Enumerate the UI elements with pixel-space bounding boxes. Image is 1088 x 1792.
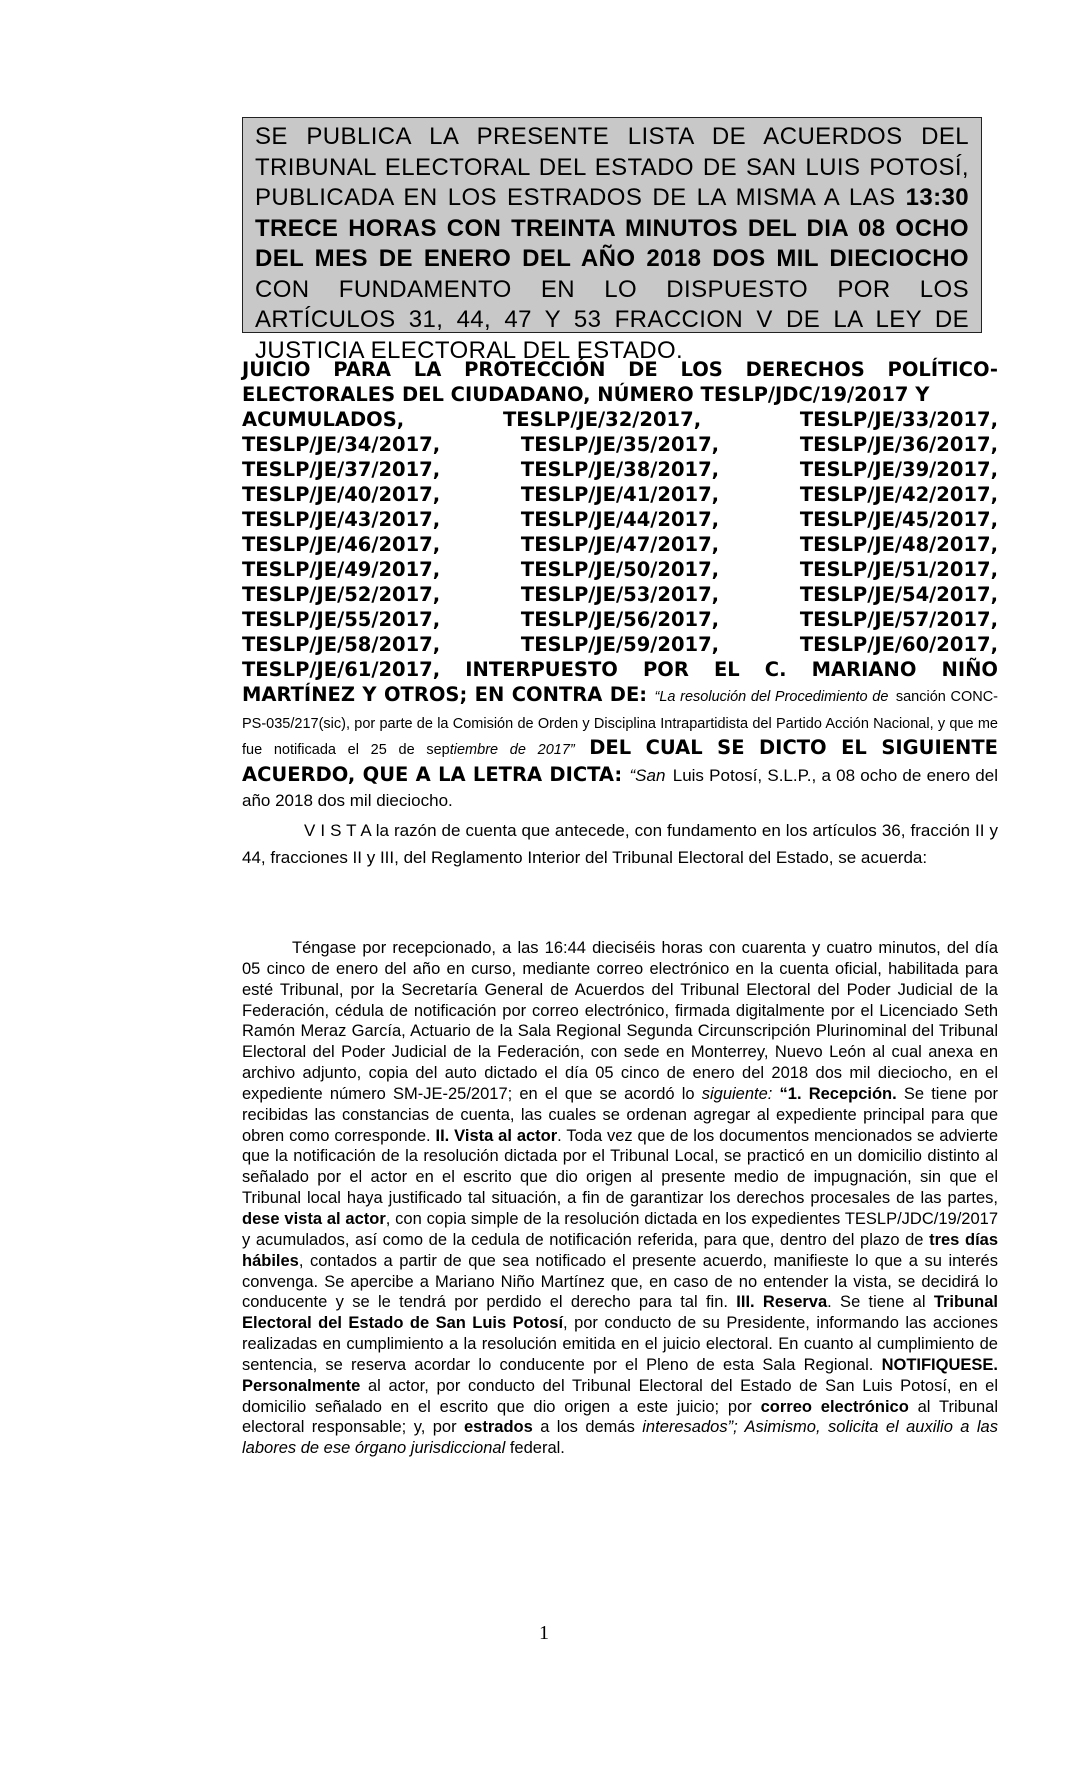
body-text: Se tiene por recibidas las constancias de cuenta, las cuales se ordenan agregar al expediente principal para que obren como corresponde. [242,1084,999,1145]
quote-open: “San [629,765,666,785]
case-number: TESLP/JE/45/2017, [799,508,998,531]
section-vista-actor: II. Vista al actor [435,1126,558,1145]
body-bold: tres días hábiles [242,1230,998,1270]
body-bold: dese vista al actor [242,1209,386,1228]
contested-resolution-quote-end: tiembre de 2017” [449,742,575,758]
body-text: federal. [505,1439,565,1458]
case-subject [242,682,998,812]
body-text: , por conducto de su Presidente, informando las acciones realizadas en cumplimiento a la resolución emitida en el juicio electoral. En cuanto al cumplimiento de sentencia, se reserva acordar lo conducente por el Pleno de esta Sala Regional. [242,1314,998,1374]
case-number: TESLP/JE/38/2017, [520,458,720,481]
place-date: Luis Potosí, S.L.P., a 08 ocho de enero del año 2018 dos mil dieciocho. [242,765,998,810]
notice-date-time: 13:30 TRECE HORAS CON TREINTA MINUTOS DEL DIA 08 OCHO DEL MES DE ENERO DEL AÑO 2018 DOS MIL DIECIOCHO [255,184,969,272]
publication-notice-box [242,117,982,364]
body-text: , contados a partir de que sea notificado el presente acuerdo, manifieste lo que a su interés convenga. Se apercibe a Mariano Niño Martínez que, en caso de no entender la vista, se decidirá lo conducente y se le tendrá por perdido el derecho para tal fin. [242,1251,998,1312]
case-title: JUICIO PARA LA PROTECCIÓN DE LOS DERECHOS POLÍTICO-ELECTORALES DEL CIUDADANO, NÚMERO TESLP/JDC/19/2017 Y [242,358,998,406]
body-italic: siguiente: [701,1084,773,1103]
acumulados-label: ACUMULADOS, [242,408,405,431]
case-number: TESLP/JE/44/2017, [520,508,720,531]
body-text: . Toda vez que de los documentos mencionados se advierte que la notificación de la resolución dictada por el Tribunal Local, se practicó en un domicilio distinto al señalado por el actor en el escrito que dio origen al presente medio de impugnación, sin que el Tribunal local haya justificado tal situación, a fin de garantizar los derechos procesales de las partes, [242,1126,998,1208]
parties-label: MARTÍNEZ Y OTROS; EN CONTRA DE: [242,683,655,706]
case-number: TESLP/JE/40/2017, [242,483,441,506]
body-text: a los demás [532,1418,643,1437]
body-text: al actor, por conducto del Tribunal Electoral del Estado de San Luis Potosí, en el domicilio señalado en el escrito que dio origen a este juicio; por [242,1376,998,1416]
case-row [242,532,998,557]
case-heading [242,357,998,812]
case-row [242,557,998,582]
contested-resolution-quote: “La resolución del Procedimiento de [654,689,889,705]
case-number: TESLP/JE/35/2017, [520,433,720,456]
body-text: . Se tiene al [827,1293,934,1312]
case-row [242,607,998,632]
body-italic: interesados”; Asimismo, solicita el auxilio a las labores de ese órgano jurisdiccional [242,1418,998,1458]
agreement-body [242,938,998,1459]
body-text: Téngase por recepcionado, a las 16:44 dieciséis horas con cuarenta y cuatro minutos, del día 05 cinco de enero del año en curso, mediante correo electrónico en la cuenta oficial, habilitada para esté Tribunal, por la Secretaría General de Acuerdos del Tribunal Electoral del Poder Judicial de la Federación, cédula de notificación por correo electrónico, firmada digitalmente por el Licenciado Seth Ramón Meraz García, Actuario de la Sala Regional Segunda Circunscripción Plurinominal del Tribunal Electoral del Poder Judicial de la Federación, con sede en Monterrey, Nuevo León al cual anexa en archivo adjunto, copia del auto dictado el día 05 cinco de enero del 2018 dos mil dieciocho, en el expediente número SM-JE-25/2017; en el que se acordó lo [242,939,998,1103]
agreement-intro: DEL CUAL SE DICTO EL SIGUIENTE ACUERDO, QUE A LA LETRA DICTA: [242,736,998,786]
case-number: TESLP/JE/33/2017, [799,408,998,431]
section-reserva: III. Reserva [736,1293,828,1312]
body-bold: NOTIFIQUESE. Personalmente [242,1355,998,1395]
case-row [242,632,998,657]
case-number: TESLP/JE/49/2017, [242,558,441,581]
notice-text-part2: CON FUNDAMENTO EN LO DISPUESTO POR LOS ARTÍCULOS 31, 44, 47 Y 53 FRACCION V DE LA LEY DE JUSTICIA ELECTORAL DEL ESTADO. [255,275,969,364]
section-recepcion: “1. Recepción. [772,1084,897,1103]
case-number: TESLP/JE/43/2017, [242,508,441,531]
body-bold: Tribunal Electoral del Estado de San Luis Potosí [242,1293,998,1333]
case-row [242,582,998,607]
case-number: TESLP/JE/41/2017, [520,483,720,506]
body-bold: correo electrónico [760,1397,909,1416]
case-number: TESLP/JE/50/2017, [520,558,720,581]
case-row-acumulados [242,407,998,432]
case-number: TESLP/JE/47/2017, [520,533,720,556]
case-number: TESLP/JE/46/2017, [242,533,441,556]
vista-text: V I S T A la razón de cuenta que antecede, con fundamento en los artículos 36, fracción II y 44, fracciones II y III, del Reglamento Interior del Tribunal Electoral del Estado, se acuerda: [242,821,998,867]
body-bold: estrados [464,1418,533,1437]
case-number: TESLP/JE/54/2017, [799,583,998,606]
case-number: TESLP/JE/52/2017, [242,583,441,606]
notice-text-part1: SE PUBLICA LA PRESENTE LISTA DE ACUERDOS DEL TRIBUNAL ELECTORAL DEL ESTADO DE SAN LUIS POTOSÍ, PUBLICADA EN LOS ESTRADOS DE LA MISMA A LAS [255,123,969,211]
vista-paragraph [242,817,998,871]
case-last-line: TESLP/JE/61/2017, INTERPUESTO POR EL C. MARIANO NIÑO [242,658,998,681]
case-row [242,432,998,457]
case-number: TESLP/JE/55/2017, [242,608,441,631]
body-text: , con copia simple de la resolución dictada en los expedientes TESLP/JDC/19/2017 y acumulados, así como de la cedula de notificación referida, para que, dentro del plazo de [242,1209,998,1249]
case-number: TESLP/JE/39/2017, [799,458,998,481]
case-number: TESLP/JE/60/2017, [799,633,998,656]
case-number: TESLP/JE/42/2017, [799,483,998,506]
case-number: TESLP/JE/56/2017, [520,608,720,631]
case-number: TESLP/JE/51/2017, [799,558,998,581]
contested-resolution-quote-cont: sanción CONC-PS-035/217(sic), por parte de la Comisión de Orden y Disciplina Intrapartidista del Partido Acción Nacional, y que me fue notificada el 25 de sep [242,689,999,758]
case-row [242,507,998,532]
case-row [242,457,998,482]
page-number: 1 [539,1622,549,1644]
case-number: TESLP/JE/37/2017, [242,458,441,481]
case-row [242,482,998,507]
case-number: TESLP/JE/53/2017, [520,583,720,606]
body-text: al Tribunal electoral responsable; y, por [242,1397,998,1437]
case-number: TESLP/JE/36/2017, [799,433,998,456]
case-number: TESLP/JE/48/2017, [799,533,998,556]
case-number: TESLP/JE/34/2017, [242,433,441,456]
case-number: TESLP/JE/58/2017, [242,633,441,656]
case-number: TESLP/JE/32/2017, [502,408,702,431]
case-number: TESLP/JE/57/2017, [799,608,998,631]
case-number: TESLP/JE/59/2017, [520,633,720,656]
